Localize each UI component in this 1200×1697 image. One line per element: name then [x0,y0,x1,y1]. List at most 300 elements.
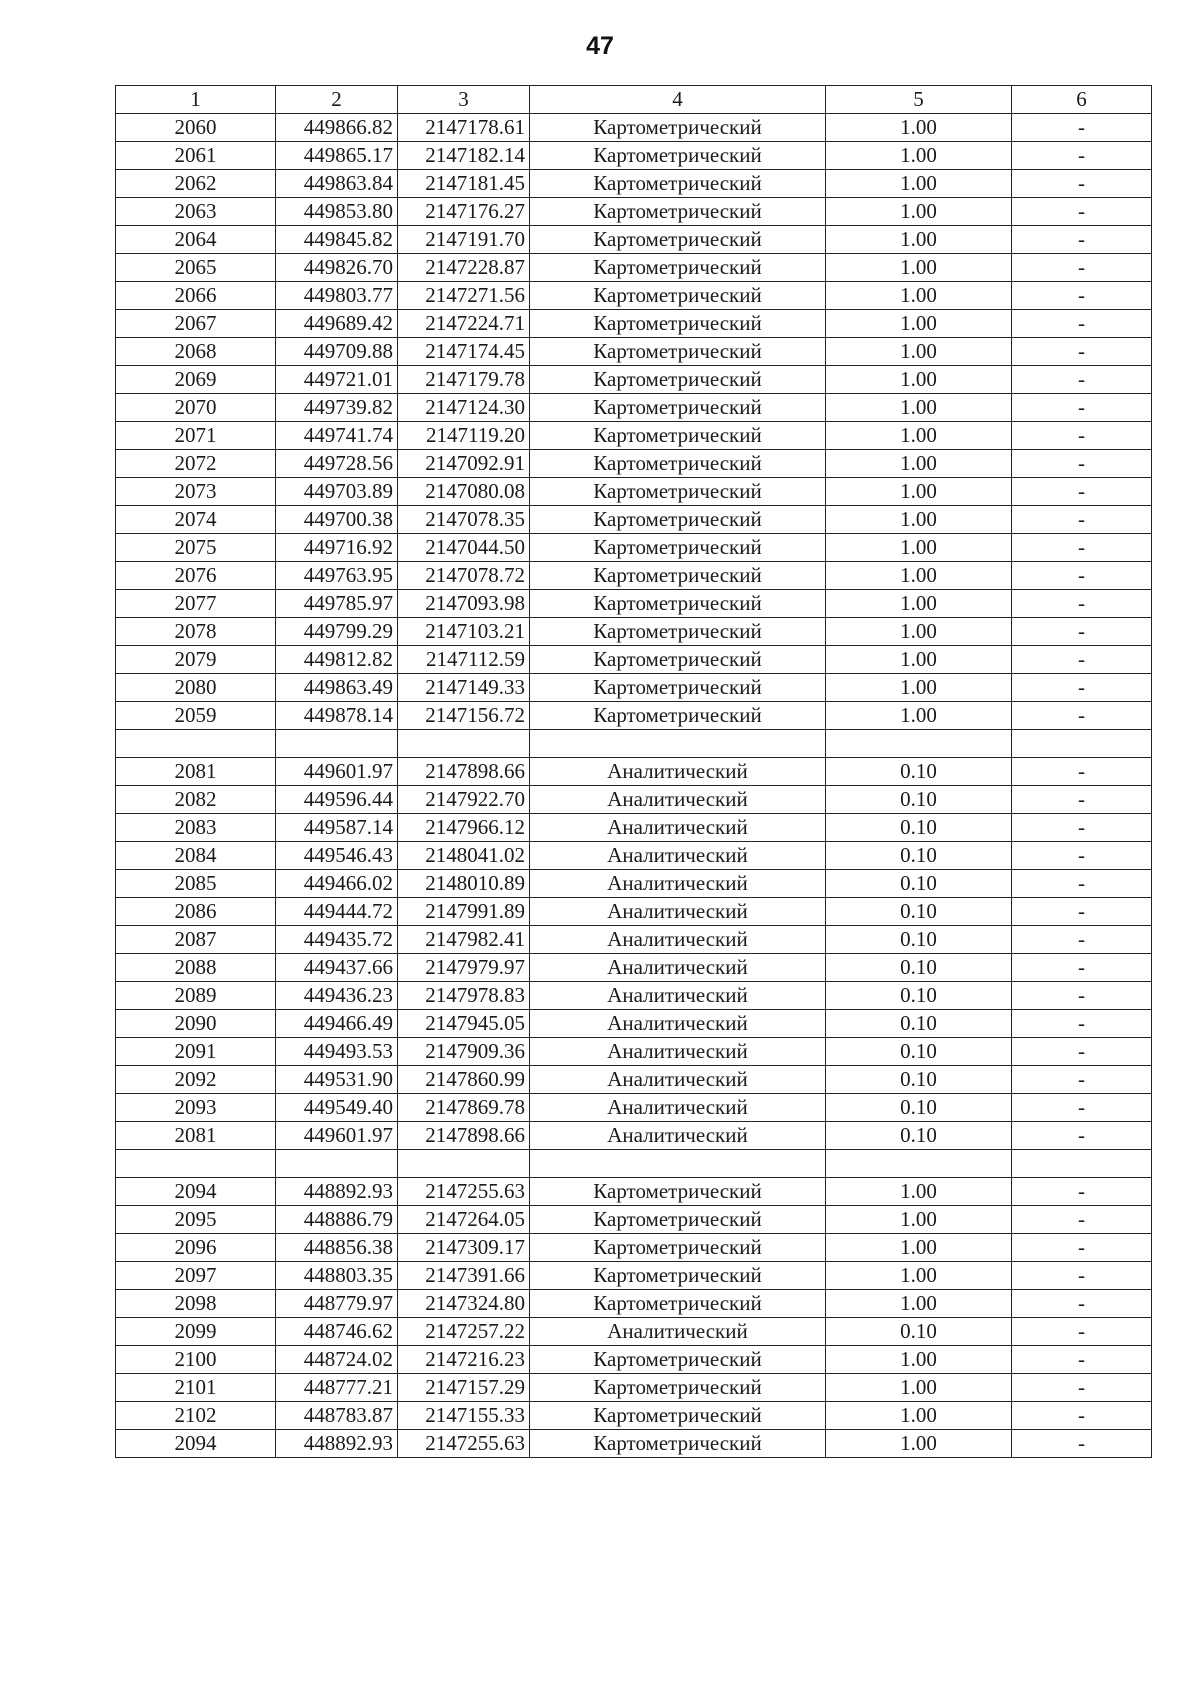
note-cell: - [1012,954,1152,982]
point-number-cell: 2098 [116,1290,276,1318]
accuracy-cell: 0.10 [826,1010,1012,1038]
table-row [116,562,1152,590]
table-row [116,1430,1152,1458]
y-coordinate-cell: 2147978.83 [398,982,530,1010]
y-coordinate-cell: 2147112.59 [398,646,530,674]
method-cell: Аналитический [530,898,826,926]
point-number-cell: 2073 [116,478,276,506]
accuracy-cell: 1.00 [826,506,1012,534]
x-coordinate-cell: 449728.56 [276,450,398,478]
note-cell: - [1012,702,1152,730]
y-coordinate-cell: 2147119.20 [398,422,530,450]
y-coordinate-cell: 2147945.05 [398,1010,530,1038]
y-coordinate-cell: 2147078.72 [398,562,530,590]
method-cell: Картометрический [530,450,826,478]
accuracy-cell: 1.00 [826,1206,1012,1234]
y-coordinate-cell: 2147255.63 [398,1430,530,1458]
method-cell: Аналитический [530,982,826,1010]
x-coordinate-cell: 449812.82 [276,646,398,674]
point-number-cell [116,730,276,758]
note-cell: - [1012,814,1152,842]
y-coordinate-cell: 2147982.41 [398,926,530,954]
accuracy-cell: 1.00 [826,562,1012,590]
note-cell: - [1012,198,1152,226]
note-cell: - [1012,1402,1152,1430]
y-coordinate-cell: 2147179.78 [398,366,530,394]
method-cell: Картометрический [530,170,826,198]
y-coordinate-cell: 2147181.45 [398,170,530,198]
table-row [116,1038,1152,1066]
table-row [116,478,1152,506]
x-coordinate-cell: 449596.44 [276,786,398,814]
note-cell: - [1012,982,1152,1010]
method-cell: Картометрический [530,226,826,254]
table-row [116,842,1152,870]
point-number-cell: 2081 [116,1122,276,1150]
accuracy-cell: 0.10 [826,1038,1012,1066]
x-coordinate-cell: 448803.35 [276,1262,398,1290]
method-cell: Картометрический [530,1290,826,1318]
y-coordinate-cell: 2147191.70 [398,226,530,254]
point-number-cell: 2090 [116,1010,276,1038]
method-cell: Картометрический [530,1178,826,1206]
point-number-cell: 2087 [116,926,276,954]
table-row [116,786,1152,814]
x-coordinate-cell: 448777.21 [276,1374,398,1402]
method-cell: Картометрический [530,534,826,562]
method-cell: Картометрический [530,114,826,142]
note-cell: - [1012,282,1152,310]
note-cell: - [1012,170,1152,198]
method-cell: Картометрический [530,478,826,506]
y-coordinate-cell: 2147264.05 [398,1206,530,1234]
table-row [116,1010,1152,1038]
y-coordinate-cell: 2147093.98 [398,590,530,618]
point-number-cell: 2065 [116,254,276,282]
accuracy-cell: 1.00 [826,1374,1012,1402]
table-row [116,1178,1152,1206]
accuracy-cell: 0.10 [826,842,1012,870]
note-cell: - [1012,618,1152,646]
y-coordinate-cell: 2147979.97 [398,954,530,982]
table-row [116,758,1152,786]
note-cell: - [1012,142,1152,170]
method-cell: Картометрический [530,1402,826,1430]
table-row [116,450,1152,478]
accuracy-cell: 0.10 [826,786,1012,814]
note-cell: - [1012,562,1152,590]
method-cell: Аналитический [530,1094,826,1122]
method-cell: Аналитический [530,1122,826,1150]
note-cell: - [1012,478,1152,506]
note-cell: - [1012,758,1152,786]
note-cell: - [1012,338,1152,366]
note-cell: - [1012,114,1152,142]
accuracy-cell: 1.00 [826,366,1012,394]
x-coordinate-cell: 449739.82 [276,394,398,422]
note-cell: - [1012,1318,1152,1346]
note-cell: - [1012,366,1152,394]
point-number-cell [116,1150,276,1178]
accuracy-cell: 1.00 [826,478,1012,506]
point-number-cell: 2079 [116,646,276,674]
y-coordinate-cell: 2148010.89 [398,870,530,898]
x-coordinate-cell: 449444.72 [276,898,398,926]
x-coordinate-cell: 448892.93 [276,1430,398,1458]
x-coordinate-cell: 449700.38 [276,506,398,534]
point-number-cell: 2060 [116,114,276,142]
x-coordinate-cell: 449863.49 [276,674,398,702]
method-cell: Аналитический [530,1010,826,1038]
note-cell: - [1012,1178,1152,1206]
accuracy-cell: 1.00 [826,1346,1012,1374]
x-coordinate-cell: 449531.90 [276,1066,398,1094]
method-cell: Аналитический [530,758,826,786]
y-coordinate-cell: 2147228.87 [398,254,530,282]
accuracy-cell: 1.00 [826,590,1012,618]
accuracy-cell: 1.00 [826,646,1012,674]
note-cell: - [1012,1262,1152,1290]
column-header: 4 [530,86,826,114]
y-coordinate-cell: 2147860.99 [398,1066,530,1094]
note-cell: - [1012,1038,1152,1066]
table-row [116,142,1152,170]
point-number-cell: 2066 [116,282,276,310]
method-cell: Аналитический [530,926,826,954]
table-row [116,1290,1152,1318]
table-row [116,982,1152,1010]
x-coordinate-cell: 448779.97 [276,1290,398,1318]
x-coordinate-cell [276,730,398,758]
x-coordinate-cell: 449549.40 [276,1094,398,1122]
point-number-cell: 2088 [116,954,276,982]
method-cell: Картометрический [530,1374,826,1402]
y-coordinate-cell: 2147182.14 [398,142,530,170]
point-number-cell: 2100 [116,1346,276,1374]
point-number-cell: 2077 [116,590,276,618]
accuracy-cell: 0.10 [826,1122,1012,1150]
y-coordinate-cell: 2147922.70 [398,786,530,814]
column-header: 2 [276,86,398,114]
point-number-cell: 2061 [116,142,276,170]
x-coordinate-cell: 448724.02 [276,1346,398,1374]
table-row [116,730,1152,758]
point-number-cell: 2092 [116,1066,276,1094]
accuracy-cell: 1.00 [826,618,1012,646]
table-row [116,114,1152,142]
point-number-cell: 2084 [116,842,276,870]
accuracy-cell: 1.00 [826,674,1012,702]
table-row [116,422,1152,450]
note-cell: - [1012,786,1152,814]
table-row [116,618,1152,646]
table-row [116,1234,1152,1262]
x-coordinate-cell: 448783.87 [276,1402,398,1430]
accuracy-cell: 0.10 [826,1094,1012,1122]
point-number-cell: 2095 [116,1206,276,1234]
point-number-cell: 2097 [116,1262,276,1290]
point-number-cell: 2068 [116,338,276,366]
x-coordinate-cell: 449466.02 [276,870,398,898]
x-coordinate-cell: 449845.82 [276,226,398,254]
point-number-cell: 2070 [116,394,276,422]
table-row [116,702,1152,730]
y-coordinate-cell: 2147309.17 [398,1234,530,1262]
method-cell: Картометрический [530,310,826,338]
note-cell: - [1012,1234,1152,1262]
column-header: 6 [1012,86,1152,114]
table-row [116,310,1152,338]
y-coordinate-cell: 2147124.30 [398,394,530,422]
method-cell: Картометрический [530,1346,826,1374]
accuracy-cell: 1.00 [826,702,1012,730]
table-row [116,1318,1152,1346]
accuracy-cell: 0.10 [826,814,1012,842]
note-cell: - [1012,898,1152,926]
point-number-cell: 2059 [116,702,276,730]
point-number-cell: 2063 [116,198,276,226]
x-coordinate-cell: 449601.97 [276,1122,398,1150]
method-cell: Картометрический [530,1262,826,1290]
y-coordinate-cell: 2147156.72 [398,702,530,730]
accuracy-cell: 1.00 [826,1262,1012,1290]
y-coordinate-cell [398,1150,530,1178]
note-cell: - [1012,310,1152,338]
y-coordinate-cell: 2147991.89 [398,898,530,926]
y-coordinate-cell: 2147255.63 [398,1178,530,1206]
accuracy-cell: 0.10 [826,1066,1012,1094]
accuracy-cell: 1.00 [826,1290,1012,1318]
accuracy-cell: 1.00 [826,450,1012,478]
note-cell: - [1012,1374,1152,1402]
y-coordinate-cell: 2147909.36 [398,1038,530,1066]
y-coordinate-cell [398,730,530,758]
x-coordinate-cell: 448886.79 [276,1206,398,1234]
accuracy-cell: 0.10 [826,898,1012,926]
accuracy-cell: 0.10 [826,982,1012,1010]
y-coordinate-cell: 2147080.08 [398,478,530,506]
point-number-cell: 2074 [116,506,276,534]
accuracy-cell: 1.00 [826,282,1012,310]
point-number-cell: 2080 [116,674,276,702]
accuracy-cell [826,730,1012,758]
page-number: 47 [586,32,614,60]
table-row [116,1094,1152,1122]
point-number-cell: 2089 [116,982,276,1010]
method-cell: Картометрический [530,562,826,590]
note-cell [1012,1150,1152,1178]
method-cell: Аналитический [530,842,826,870]
note-cell: - [1012,254,1152,282]
x-coordinate-cell: 449865.17 [276,142,398,170]
method-cell: Картометрический [530,1430,826,1458]
accuracy-cell: 1.00 [826,198,1012,226]
y-coordinate-cell: 2148041.02 [398,842,530,870]
method-cell: Картометрический [530,646,826,674]
point-number-cell: 2072 [116,450,276,478]
x-coordinate-cell: 449826.70 [276,254,398,282]
point-number-cell: 2101 [116,1374,276,1402]
x-coordinate-cell: 449435.72 [276,926,398,954]
point-number-cell: 2076 [116,562,276,590]
y-coordinate-cell: 2147149.33 [398,674,530,702]
x-coordinate-cell [276,1150,398,1178]
accuracy-cell: 0.10 [826,954,1012,982]
method-cell [530,730,826,758]
accuracy-cell: 1.00 [826,310,1012,338]
x-coordinate-cell: 449785.97 [276,590,398,618]
point-number-cell: 2085 [116,870,276,898]
x-coordinate-cell: 449803.77 [276,282,398,310]
point-number-cell: 2099 [116,1318,276,1346]
method-cell: Картометрический [530,198,826,226]
method-cell: Картометрический [530,338,826,366]
accuracy-cell: 0.10 [826,870,1012,898]
method-cell: Картометрический [530,618,826,646]
note-cell [1012,730,1152,758]
coordinates-table [115,85,1152,1458]
table-row [116,1206,1152,1234]
y-coordinate-cell: 2147044.50 [398,534,530,562]
method-cell: Аналитический [530,870,826,898]
y-coordinate-cell: 2147898.66 [398,1122,530,1150]
point-number-cell: 2102 [116,1402,276,1430]
point-number-cell: 2069 [116,366,276,394]
point-number-cell: 2096 [116,1234,276,1262]
accuracy-cell: 0.10 [826,758,1012,786]
table-row [116,282,1152,310]
table-row [116,646,1152,674]
x-coordinate-cell: 449866.82 [276,114,398,142]
accuracy-cell: 1.00 [826,338,1012,366]
x-coordinate-cell: 449703.89 [276,478,398,506]
x-coordinate-cell: 449436.23 [276,982,398,1010]
table-row [116,590,1152,618]
y-coordinate-cell: 2147224.71 [398,310,530,338]
x-coordinate-cell: 449741.74 [276,422,398,450]
note-cell: - [1012,394,1152,422]
column-header: 3 [398,86,530,114]
method-cell: Картометрический [530,394,826,422]
accuracy-cell: 1.00 [826,1234,1012,1262]
method-cell: Картометрический [530,1234,826,1262]
accuracy-cell: 1.00 [826,422,1012,450]
table-row [116,226,1152,254]
table-row [116,1374,1152,1402]
y-coordinate-cell: 2147078.35 [398,506,530,534]
method-cell: Картометрический [530,506,826,534]
point-number-cell: 2094 [116,1178,276,1206]
note-cell: - [1012,1122,1152,1150]
table-row [116,366,1152,394]
x-coordinate-cell: 449493.53 [276,1038,398,1066]
note-cell: - [1012,1290,1152,1318]
table-row [116,1150,1152,1178]
table-body [116,114,1152,1458]
point-number-cell: 2071 [116,422,276,450]
y-coordinate-cell: 2147391.66 [398,1262,530,1290]
table-row [116,170,1152,198]
table-row [116,674,1152,702]
y-coordinate-cell: 2147155.33 [398,1402,530,1430]
method-cell: Аналитический [530,1038,826,1066]
table-row [116,870,1152,898]
method-cell: Картометрический [530,422,826,450]
note-cell: - [1012,674,1152,702]
table-row [116,534,1152,562]
x-coordinate-cell: 449587.14 [276,814,398,842]
y-coordinate-cell: 2147271.56 [398,282,530,310]
y-coordinate-cell: 2147257.22 [398,1318,530,1346]
method-cell: Картометрический [530,702,826,730]
method-cell: Аналитический [530,1066,826,1094]
x-coordinate-cell: 449689.42 [276,310,398,338]
x-coordinate-cell: 448892.93 [276,1178,398,1206]
method-cell: Аналитический [530,786,826,814]
point-number-cell: 2094 [116,1430,276,1458]
note-cell: - [1012,534,1152,562]
x-coordinate-cell: 449709.88 [276,338,398,366]
accuracy-cell [826,1150,1012,1178]
note-cell: - [1012,1430,1152,1458]
table-row [116,1066,1152,1094]
note-cell: - [1012,422,1152,450]
accuracy-cell: 1.00 [826,170,1012,198]
x-coordinate-cell: 448856.38 [276,1234,398,1262]
method-cell: Картометрический [530,1206,826,1234]
column-header: 5 [826,86,1012,114]
x-coordinate-cell: 449853.80 [276,198,398,226]
table-row [116,1402,1152,1430]
note-cell: - [1012,590,1152,618]
y-coordinate-cell: 2147176.27 [398,198,530,226]
table-row [116,1262,1152,1290]
x-coordinate-cell: 449466.49 [276,1010,398,1038]
table-row [116,898,1152,926]
note-cell: - [1012,646,1152,674]
x-coordinate-cell: 449437.66 [276,954,398,982]
accuracy-cell: 1.00 [826,1178,1012,1206]
point-number-cell: 2091 [116,1038,276,1066]
note-cell: - [1012,506,1152,534]
y-coordinate-cell: 2147966.12 [398,814,530,842]
y-coordinate-cell: 2147174.45 [398,338,530,366]
x-coordinate-cell: 449763.95 [276,562,398,590]
y-coordinate-cell: 2147092.91 [398,450,530,478]
x-coordinate-cell: 449546.43 [276,842,398,870]
point-number-cell: 2064 [116,226,276,254]
point-number-cell: 2081 [116,758,276,786]
accuracy-cell: 1.00 [826,254,1012,282]
method-cell: Картометрический [530,674,826,702]
table-row [116,338,1152,366]
method-cell: Картометрический [530,590,826,618]
x-coordinate-cell: 449878.14 [276,702,398,730]
point-number-cell: 2086 [116,898,276,926]
y-coordinate-cell: 2147157.29 [398,1374,530,1402]
header-row [116,86,1152,114]
method-cell: Картометрический [530,366,826,394]
note-cell: - [1012,450,1152,478]
table-row [116,254,1152,282]
column-header: 1 [116,86,276,114]
point-number-cell: 2067 [116,310,276,338]
note-cell: - [1012,926,1152,954]
note-cell: - [1012,1094,1152,1122]
table-row [116,814,1152,842]
point-number-cell: 2093 [116,1094,276,1122]
accuracy-cell: 1.00 [826,142,1012,170]
